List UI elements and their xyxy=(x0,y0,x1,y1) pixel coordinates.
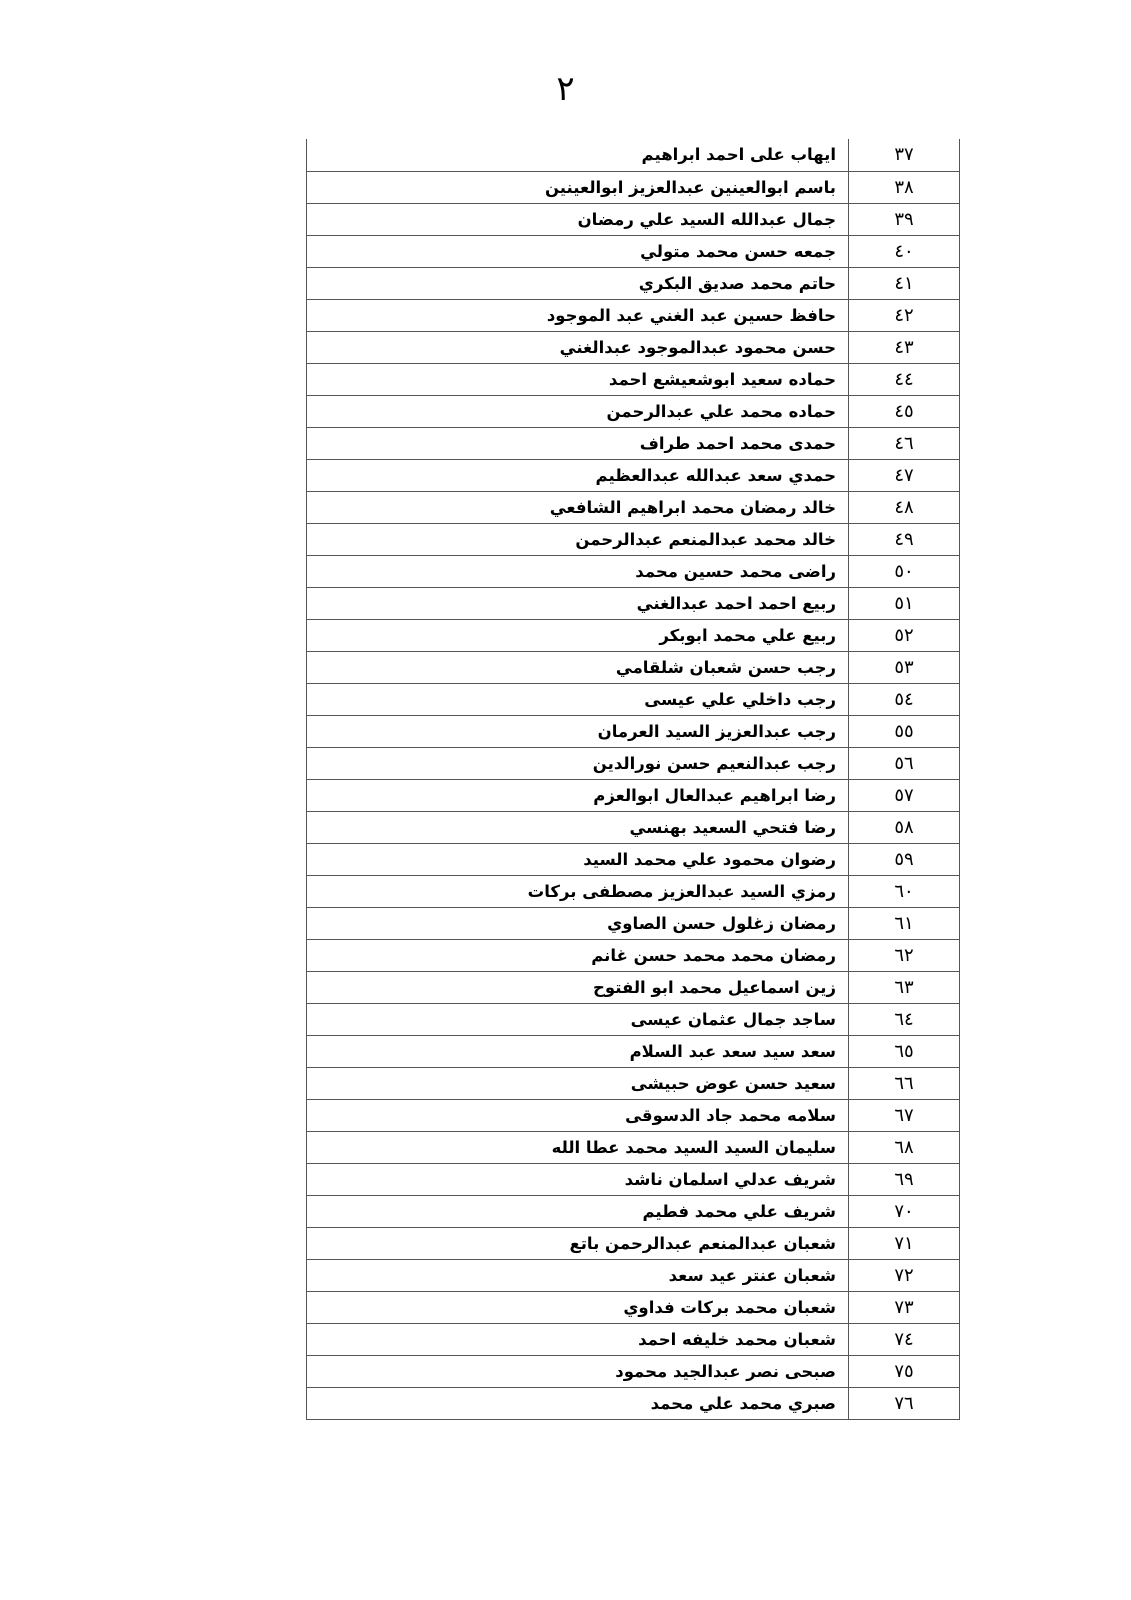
row-name: رجب داخلي علي عيسى xyxy=(307,683,849,715)
table-row xyxy=(307,363,960,395)
table-row xyxy=(307,651,960,683)
table-row xyxy=(307,875,960,907)
row-name: رجب حسن شعبان شلقامي xyxy=(307,651,849,683)
table-row xyxy=(307,331,960,363)
table-row xyxy=(307,1259,960,1291)
table-row xyxy=(307,555,960,587)
table-row xyxy=(307,171,960,203)
row-number: ٤٣ xyxy=(849,331,960,363)
table-row xyxy=(307,1003,960,1035)
row-number: ٤٠ xyxy=(849,235,960,267)
row-number: ٤٨ xyxy=(849,491,960,523)
row-name: رضا فتحي السعيد بهنسي xyxy=(307,811,849,843)
table-row xyxy=(307,299,960,331)
row-name: جمعه حسن محمد متولي xyxy=(307,235,849,267)
row-number: ٥٨ xyxy=(849,811,960,843)
row-number: ٤٤ xyxy=(849,363,960,395)
row-name: سلامه محمد جاد الدسوقى xyxy=(307,1099,849,1131)
row-name: رمضان محمد محمد حسن غانم xyxy=(307,939,849,971)
table-row xyxy=(307,459,960,491)
table-row xyxy=(307,779,960,811)
row-number: ٣٨ xyxy=(849,171,960,203)
table-row xyxy=(307,1163,960,1195)
row-name: ربيع احمد احمد عبدالغني xyxy=(307,587,849,619)
row-number: ٥٤ xyxy=(849,683,960,715)
row-name: ربيع علي محمد ابوبكر xyxy=(307,619,849,651)
row-number: ٥٠ xyxy=(849,555,960,587)
table-row xyxy=(307,715,960,747)
row-name: حاتم محمد صديق البكري xyxy=(307,267,849,299)
table-row xyxy=(307,811,960,843)
table-row xyxy=(307,1035,960,1067)
row-number: ٦٨ xyxy=(849,1131,960,1163)
table-row xyxy=(307,427,960,459)
row-name: سعد سيد سعد عبد السلام xyxy=(307,1035,849,1067)
table-row xyxy=(307,395,960,427)
row-number: ٦٧ xyxy=(849,1099,960,1131)
table-row xyxy=(307,523,960,555)
names-table xyxy=(306,139,960,1420)
row-number: ٥١ xyxy=(849,587,960,619)
table-row xyxy=(307,971,960,1003)
row-number: ٧٥ xyxy=(849,1355,960,1387)
row-name: رجب عبدالعزيز السيد العرمان xyxy=(307,715,849,747)
row-number: ٦٢ xyxy=(849,939,960,971)
row-name: شعبان محمد بركات فداوي xyxy=(307,1291,849,1323)
row-name: ايهاب على احمد ابراهيم xyxy=(641,145,836,165)
table-row xyxy=(307,139,960,171)
row-number: ٦٠ xyxy=(849,875,960,907)
table-row xyxy=(307,1387,960,1419)
table-row xyxy=(307,491,960,523)
row-number: ٧١ xyxy=(849,1227,960,1259)
table-row xyxy=(307,1291,960,1323)
row-number: ٧٠ xyxy=(849,1195,960,1227)
row-number: ٥٣ xyxy=(849,651,960,683)
row-number: ٣٧ xyxy=(849,139,960,171)
table-row xyxy=(307,747,960,779)
table-row xyxy=(307,1323,960,1355)
table-row xyxy=(307,1067,960,1099)
row-name: شعبان محمد خليفه احمد xyxy=(307,1323,849,1355)
row-name: خالد محمد عبدالمنعم عبدالرحمن xyxy=(307,523,849,555)
row-number: ٤٥ xyxy=(849,395,960,427)
row-number: ٥٥ xyxy=(849,715,960,747)
row-name: حماده سعيد ابوشعيشع احمد xyxy=(307,363,849,395)
row-number: ٧٢ xyxy=(849,1259,960,1291)
row-number: ٦٤ xyxy=(849,1003,960,1035)
row-name: صبحى نصر عبدالجيد محمود xyxy=(307,1355,849,1387)
row-name: شريف علي محمد فطيم xyxy=(307,1195,849,1227)
table-row xyxy=(307,267,960,299)
table-row xyxy=(307,1195,960,1227)
row-name: سعيد حسن عوض حبيشى xyxy=(307,1067,849,1099)
row-number: ٦١ xyxy=(849,907,960,939)
row-number: ٤٦ xyxy=(849,427,960,459)
table-row xyxy=(307,587,960,619)
row-name: راضى محمد حسين محمد xyxy=(307,555,849,587)
row-name: خالد رمضان محمد ابراهيم الشافعي xyxy=(307,491,849,523)
row-number: ٧٣ xyxy=(849,1291,960,1323)
row-name: زين اسماعيل محمد ابو الفتوح xyxy=(307,971,849,1003)
table-row xyxy=(307,203,960,235)
row-name: جمال عبدالله السيد علي رمضان xyxy=(307,203,849,235)
names-table-body xyxy=(307,139,960,1419)
row-name: حماده محمد علي عبدالرحمن xyxy=(307,395,849,427)
row-number: ٧٦ xyxy=(849,1387,960,1419)
row-name: حمدى محمد احمد طراف xyxy=(307,427,849,459)
table-row xyxy=(307,235,960,267)
row-name: ساجد جمال عثمان عيسى xyxy=(307,1003,849,1035)
row-name: رجب عبدالنعيم حسن نورالدين xyxy=(307,747,849,779)
table-row xyxy=(307,907,960,939)
row-number: ٤٢ xyxy=(849,299,960,331)
row-name: سليمان السيد السيد محمد عطا الله xyxy=(307,1131,849,1163)
table-row xyxy=(307,1131,960,1163)
table-row xyxy=(307,1099,960,1131)
row-number: ٤١ xyxy=(849,267,960,299)
row-number: ٥٩ xyxy=(849,843,960,875)
table-row xyxy=(307,1355,960,1387)
row-name: رضا ابراهيم عبدالعال ابوالعزم xyxy=(307,779,849,811)
row-number: ٥٧ xyxy=(849,779,960,811)
row-name: صبري محمد علي محمد xyxy=(307,1387,849,1419)
row-name: رمضان زغلول حسن الصاوي xyxy=(307,907,849,939)
row-name: حسن محمود عبدالموجود عبدالغني xyxy=(307,331,849,363)
row-number: ٥٢ xyxy=(849,619,960,651)
row-name: شعبان عبدالمنعم عبدالرحمن باتع xyxy=(307,1227,849,1259)
row-number: ٣٩ xyxy=(849,203,960,235)
row-number: ٧٤ xyxy=(849,1323,960,1355)
table-row xyxy=(307,939,960,971)
table-row xyxy=(307,843,960,875)
row-number: ٦٥ xyxy=(849,1035,960,1067)
row-name: حمدي سعد عبدالله عبدالعظيم xyxy=(307,459,849,491)
row-name: شعبان عنتر عيد سعد xyxy=(307,1259,849,1291)
row-name: حافظ حسين عبد الغني عبد الموجود xyxy=(307,299,849,331)
table-row xyxy=(307,1227,960,1259)
table-row xyxy=(307,683,960,715)
table-row xyxy=(307,619,960,651)
row-name: شريف عدلي اسلمان ناشد xyxy=(307,1163,849,1195)
row-name: رمزي السيد عبدالعزيز مصطفى بركات xyxy=(307,875,849,907)
row-number: ٤٧ xyxy=(849,459,960,491)
row-number: ٦٣ xyxy=(849,971,960,1003)
row-number: ٦٦ xyxy=(849,1067,960,1099)
row-number: ٤٩ xyxy=(849,523,960,555)
page-number: ٢ xyxy=(556,69,575,109)
row-number: ٦٩ xyxy=(849,1163,960,1195)
row-name: باسم ابوالعينين عبدالعزيز ابوالعينين xyxy=(307,171,849,203)
row-name: رضوان محمود علي محمد السيد xyxy=(307,843,849,875)
row-number: ٥٦ xyxy=(849,747,960,779)
